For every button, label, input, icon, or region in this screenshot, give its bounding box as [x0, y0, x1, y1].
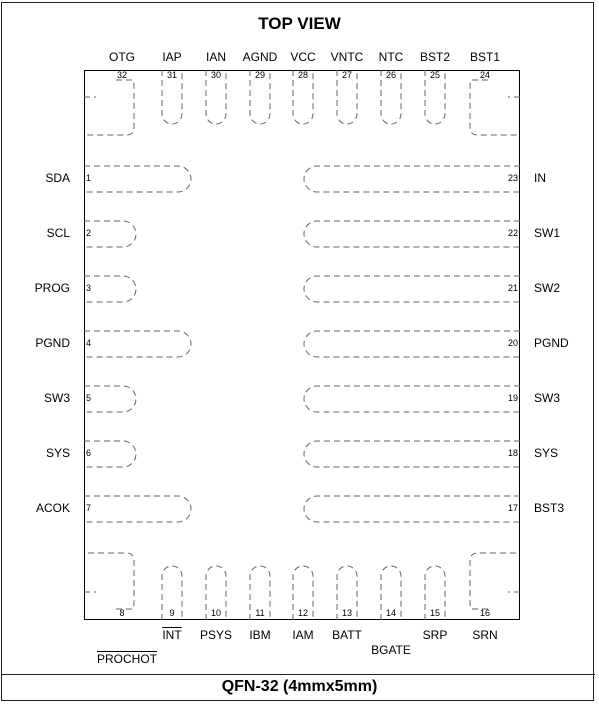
pin-number-11: 11 — [255, 608, 265, 618]
pin-number-18: 18 — [507, 448, 518, 458]
pin-number-2: 2 — [86, 228, 92, 238]
pin-name-11: IBM — [249, 628, 271, 642]
pad-right-22 — [304, 221, 520, 247]
pin-number-6: 6 — [86, 448, 92, 458]
pin-name-2: SCL — [46, 226, 70, 240]
pin-number-1: 1 — [86, 173, 92, 183]
pin-name-5: SW3 — [43, 391, 70, 405]
corner-pad-top-left — [84, 80, 134, 135]
pin-name-4: PGND — [35, 336, 70, 350]
pin-name-1: SDA — [45, 171, 70, 185]
pin-name-27: VNTC — [330, 50, 364, 64]
pin-name-13: BATT — [332, 628, 362, 642]
pad-left-2 — [84, 221, 136, 247]
pin-name-23: IN — [534, 171, 546, 185]
pad-right-17 — [304, 496, 520, 522]
pin-number-26: 26 — [385, 70, 397, 80]
pin-number-12: 12 — [297, 608, 309, 618]
pin-name-24: BST1 — [469, 50, 501, 64]
pad-left-5 — [84, 386, 136, 412]
diagram-title: TOP VIEW — [258, 14, 341, 33]
pin-name-9: $\overline{INT}$ — [162, 628, 182, 642]
pin-name-16: SRN — [472, 628, 498, 642]
pin-name-3: PROG — [34, 281, 70, 295]
pin-number-24: 24 — [479, 70, 491, 80]
pin-number-9: 9 — [169, 608, 175, 618]
pin-name-15: SRP — [422, 628, 448, 642]
pin-number-14: 14 — [385, 608, 397, 618]
pin-name-31: IAP — [162, 50, 182, 64]
pin-name-30: IAN — [205, 50, 227, 64]
pin-name-10: PSYS — [199, 628, 233, 642]
pin-number-15: 15 — [429, 608, 441, 618]
pin-number-4: 4 — [86, 338, 92, 348]
pad-left-6 — [84, 441, 136, 467]
pin-number-16: 16 — [479, 608, 491, 618]
pin-number-8: 8 — [119, 608, 125, 618]
pad-right-23 — [304, 166, 520, 192]
pin-number-7: 7 — [86, 503, 92, 513]
corner-pad-top-right — [470, 80, 520, 135]
pad-right-20 — [304, 331, 520, 357]
corner-pad-bottom-left — [84, 553, 134, 609]
pin-name-19: SW3 — [534, 391, 561, 405]
pad-left-7 — [84, 496, 191, 522]
pin-name-21: SW2 — [534, 281, 561, 295]
pin-number-31: 31 — [166, 70, 178, 80]
pin-number-19: 19 — [507, 393, 518, 403]
pin-number-5: 5 — [86, 393, 92, 403]
pin-name-17: BST3 — [534, 501, 565, 515]
pin-number-3: 3 — [86, 283, 92, 293]
pad-right-21 — [304, 276, 520, 302]
pin-name-26: NTC — [378, 50, 404, 64]
pin-number-30: 30 — [210, 70, 222, 80]
pin-name-29: AGND — [242, 50, 278, 64]
pin-name-22: SW1 — [534, 226, 561, 240]
pad-left-4 — [84, 331, 191, 357]
pin-number-13: 13 — [341, 608, 353, 618]
pin-name-32: OTG — [109, 50, 135, 64]
pin-name-20: PGND — [534, 336, 569, 350]
pin-number-20: 20 — [507, 338, 518, 348]
pin-name-7: ACOK — [35, 501, 70, 515]
pin-name-28: VCC — [290, 50, 316, 64]
pin-name-14: BGATE — [371, 643, 411, 657]
pin-name-18: SYS — [534, 446, 559, 460]
pad-right-18 — [304, 441, 520, 467]
pin-number-29: 29 — [254, 70, 266, 80]
pin-number-23: 23 — [507, 173, 518, 183]
pin-number-10: 10 — [210, 608, 222, 618]
pin-name-6: SYS — [45, 446, 70, 460]
pin-name-8: PROCHOT — [97, 652, 157, 666]
pin-name-12: IAM — [292, 628, 314, 642]
pin-number-21: 21 — [507, 283, 518, 293]
pad-left-1 — [84, 166, 191, 192]
pin-number-32: 32 — [116, 70, 128, 80]
pin-number-22: 22 — [507, 228, 518, 238]
package-caption: QFN-32 (4mmx5mm) — [221, 678, 378, 695]
pin-number-28: 28 — [297, 70, 309, 80]
pad-right-19 — [304, 386, 520, 412]
pin-number-17: 17 — [507, 503, 518, 513]
pin-number-25: 25 — [429, 70, 441, 80]
pin-number-27: 27 — [341, 70, 353, 80]
corner-pad-bottom-right — [470, 553, 520, 609]
pin-name-25: BST2 — [419, 50, 451, 64]
pad-left-3 — [84, 276, 136, 302]
